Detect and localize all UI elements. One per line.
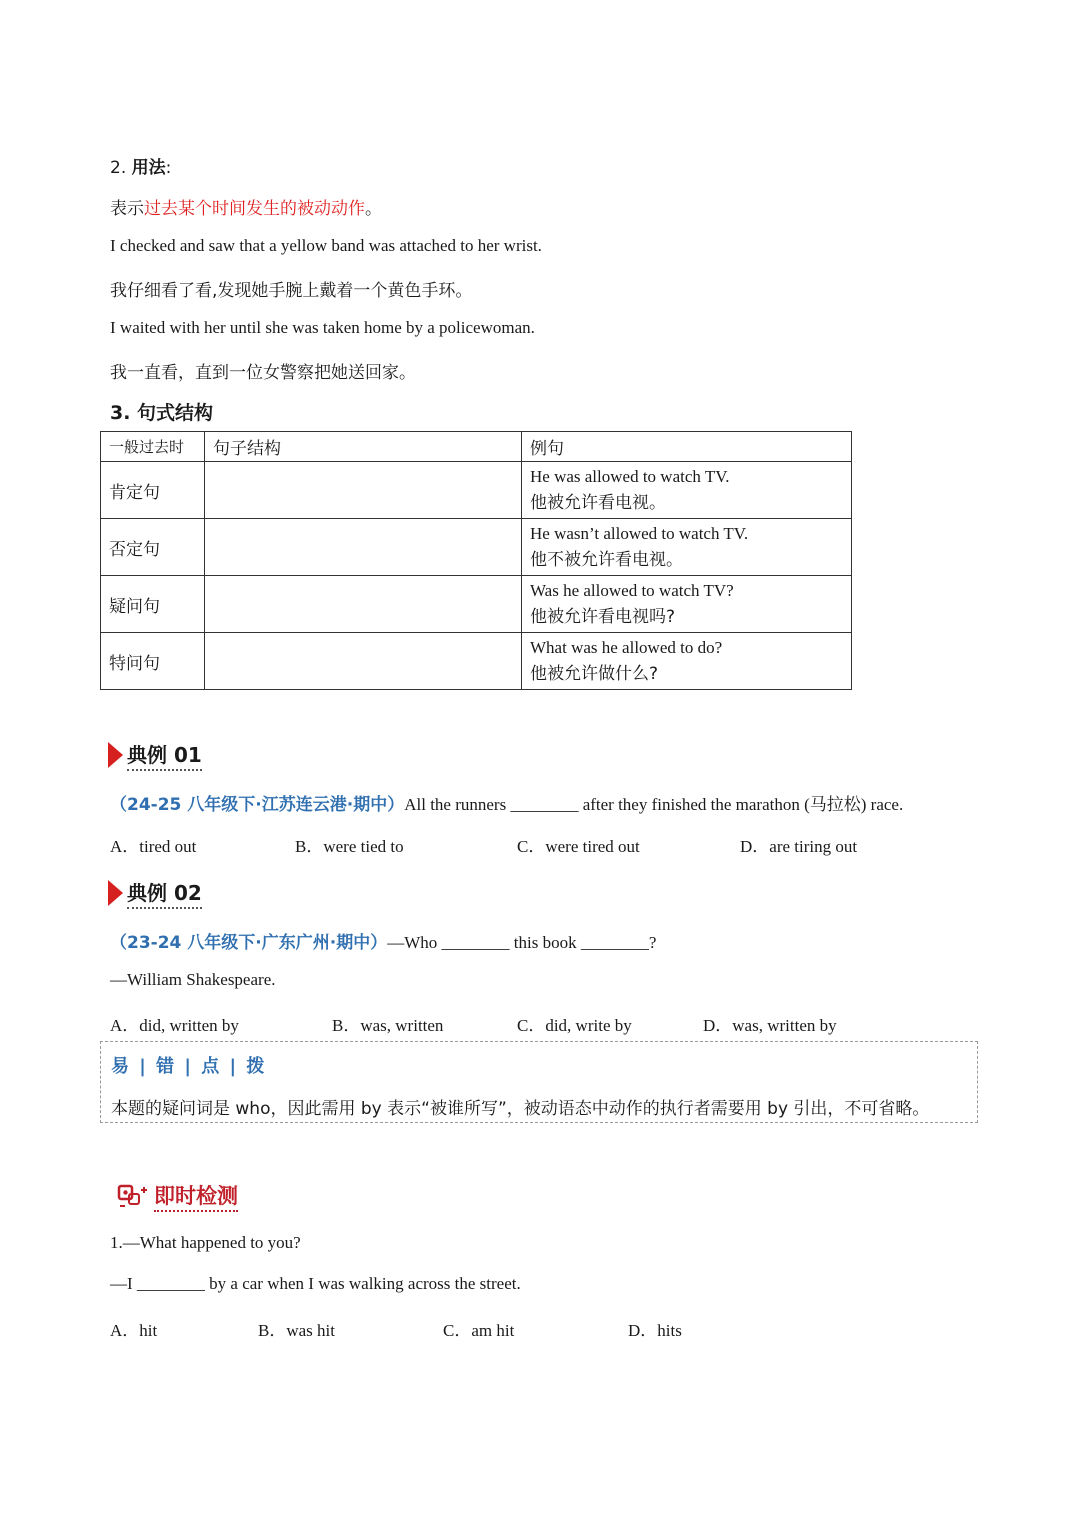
example-cell xyxy=(522,576,852,633)
table-header-row xyxy=(101,432,852,462)
sentence-type: 否定句 xyxy=(101,519,205,576)
example-zh: 他被允许做什么? xyxy=(530,664,659,684)
check-option-b: B．was hit xyxy=(258,1321,335,1340)
example1-option-c: C．were tired out xyxy=(517,837,640,856)
check-option-d: D．hits xyxy=(628,1321,682,1340)
usage-example-en-2: I waited with her until she was taken home by a policewoman. xyxy=(110,318,535,337)
example1-option-d: D．are tiring out xyxy=(740,837,858,856)
sentence-structure xyxy=(205,519,522,576)
red-arrow-icon xyxy=(108,742,123,768)
structure-heading: 3. 句式结构 xyxy=(110,402,214,424)
example2-header xyxy=(108,877,202,909)
tip-box xyxy=(100,1041,978,1123)
example-en: What was he allowed to do? xyxy=(530,638,723,657)
example-cell xyxy=(522,633,852,690)
sentence-type: 特问句 xyxy=(101,633,205,690)
sentence-structure xyxy=(205,576,522,633)
example1-source: （24-25 八年级下·江苏连云港·期中） xyxy=(110,795,405,815)
example1-header xyxy=(108,739,202,771)
red-arrow-icon xyxy=(108,880,123,906)
example-zh: 他不被允许看电视。 xyxy=(530,550,683,570)
check-question-2: —I ________ by a car when I was walking across the street. xyxy=(110,1274,521,1293)
example2-option-d: D．was, written by xyxy=(703,1016,837,1035)
example1-option-a: A．tired out xyxy=(110,837,197,856)
usage-example-zh-1: 我仔细看了看,发现她手腕上戴着一个黄色手环。 xyxy=(110,281,473,301)
check-question-1: 1.—What happened to you? xyxy=(110,1233,301,1252)
table-header-cell: 例句 xyxy=(522,432,852,462)
usage-example-zh-2: 我一直看，直到一位女警察把她送回家。 xyxy=(110,363,416,383)
example2-label: 典例 02 xyxy=(127,877,202,909)
sentence-structure xyxy=(205,462,522,519)
example2-question: （23-24 八年级下·广东广州·期中）—Who ________ this book ________? xyxy=(110,933,657,953)
check-title: 即时检测 xyxy=(154,1180,238,1212)
sentence-type: 疑问句 xyxy=(101,576,205,633)
table-row xyxy=(101,576,852,633)
example-zh: 他被允许看电视。 xyxy=(530,493,666,513)
example-en: He wasn’t allowed to watch TV. xyxy=(530,524,749,543)
table-row xyxy=(101,519,852,576)
example2-answer-line: —William Shakespeare. xyxy=(110,970,276,989)
example2-option-a: A．did, written by xyxy=(110,1016,239,1035)
example-en: He was allowed to watch TV. xyxy=(530,467,730,486)
usage-definition: 表示过去某个时间发生的被动动作。 xyxy=(110,199,382,219)
usage-example-en-1: I checked and saw that a yellow band was attached to her wrist. xyxy=(110,236,542,255)
example1-question: （24-25 八年级下·江苏连云港·期中）All the runners ________ after they finished the marathon (马拉松) race. xyxy=(110,795,904,815)
example2-source: （23-24 八年级下·广东广州·期中） xyxy=(110,933,388,953)
example-en: Was he allowed to watch TV? xyxy=(530,581,734,600)
example2-option-b: B．was, written xyxy=(332,1016,444,1035)
example-zh: 他被允许看电视吗? xyxy=(530,607,676,627)
example1-option-b: B．were tied to xyxy=(295,837,404,856)
table-header-cell: 一般过去时 xyxy=(101,432,205,462)
structure-table xyxy=(100,431,852,690)
table-row xyxy=(101,462,852,519)
example1-label: 典例 01 xyxy=(127,739,202,771)
sentence-structure xyxy=(205,633,522,690)
table-row xyxy=(101,633,852,690)
example2-option-c: C．did, write by xyxy=(517,1016,632,1035)
usage-heading: 2. 用法: xyxy=(110,158,172,178)
sentence-type: 肯定句 xyxy=(101,462,205,519)
tip-title: 易 | 错 | 点 | 拨 xyxy=(111,1056,267,1077)
table-header-cell: 句子结构 xyxy=(205,432,522,462)
quick-check-icon xyxy=(116,1181,148,1211)
example-cell xyxy=(522,519,852,576)
tip-text: 本题的疑问词是 who，因此需用 by 表示“被谁所写”，被动语态中动作的执行者需要用 by 引出，不可省略。 xyxy=(111,1099,930,1119)
example-cell xyxy=(522,462,852,519)
check-option-c: C．am hit xyxy=(443,1321,515,1340)
check-header xyxy=(116,1180,238,1212)
check-option-a: A．hit xyxy=(110,1321,158,1340)
